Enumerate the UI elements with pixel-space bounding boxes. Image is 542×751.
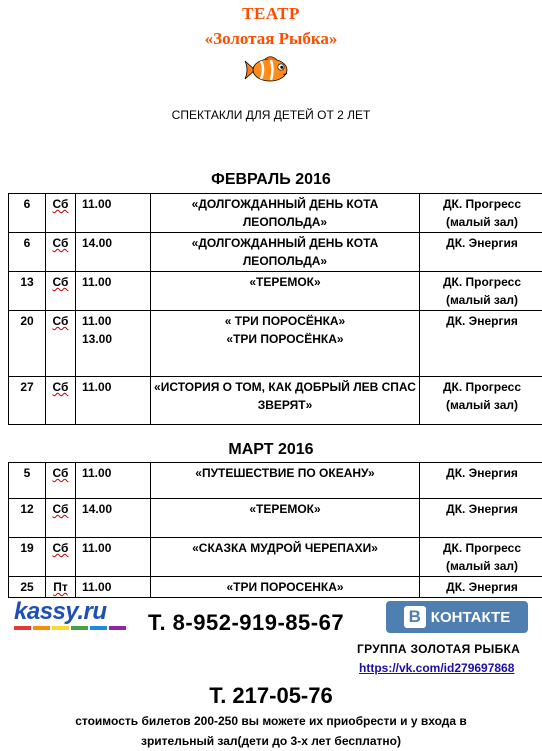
table-row [9, 233, 542, 272]
time-first: 11.00 [82, 312, 148, 330]
weekday-cell: Пт [46, 577, 76, 598]
day-cell: 6 [9, 194, 46, 233]
weekday-cell: Сб [46, 377, 76, 425]
day-cell: 13 [9, 272, 46, 311]
time-cell [76, 311, 151, 377]
day-cell: 25 [9, 577, 46, 598]
time-cell: 11.00 [76, 194, 151, 233]
day-cell: 27 [9, 377, 46, 425]
kassy-logo[interactable] [14, 600, 126, 632]
day-cell: 12 [9, 499, 46, 538]
show-title-cell: «СКАЗКА МУДРОЙ ЧЕРЕПАХИ» [151, 538, 420, 577]
march-heading: МАРТ 2016 [0, 441, 542, 459]
show-title-cell [151, 311, 420, 377]
show-title-cell: «ПУТЕШЕСТВИЕ ПО ОКЕАНУ» [151, 463, 420, 499]
time-cell: 11.00 [76, 538, 151, 577]
table-row [9, 272, 542, 311]
day-cell: 5 [9, 463, 46, 499]
day-cell: 20 [9, 311, 46, 377]
price-note-line-1: стоимость билетов 200-250 вы можете их приобрести и у входа в [0, 711, 542, 731]
day-cell: 6 [9, 233, 46, 272]
ticket-price-note [0, 711, 542, 751]
venue-cell: ДК. Энергия [420, 311, 542, 377]
group-label: ГРУППА ЗОЛОТАЯ РЫБКА [357, 642, 520, 656]
time-cell: 11.00 [76, 272, 151, 311]
vk-group-link[interactable]: https://vk.com/id279697868 [359, 661, 514, 675]
show-title-cell: «ДОЛГОЖДАННЫЙ ДЕНЬ КОТА ЛЕОПОЛЬДА» [151, 233, 420, 272]
show-title-cell: «ТЕРЕМОК» [151, 499, 420, 538]
subtitle: СПЕКТАКЛИ ДЛЯ ДЕТЕЙ ОТ 2 ЛЕТ [0, 108, 542, 122]
weekday-cell: Сб [46, 499, 76, 538]
vk-letter-icon: В [404, 606, 426, 628]
february-table [8, 193, 542, 425]
weekday-cell: Сб [46, 463, 76, 499]
time-cell: 11.00 [76, 463, 151, 499]
venue-cell: ДК. Прогресс (малый зал) [420, 377, 542, 425]
venue-cell: ДК. Прогресс (малый зал) [420, 272, 542, 311]
table-row [9, 499, 542, 538]
time-second: 13.00 [82, 330, 148, 348]
phone-number-mobile: Т. 8-952-919-85-67 [148, 610, 344, 636]
weekday-cell: Сб [46, 233, 76, 272]
phone-number-landline: Т. 217-05-76 [0, 683, 542, 709]
weekday-cell: Сб [46, 194, 76, 233]
show-title-second: «ТРИ ПОРОСЁНКА» [153, 330, 417, 348]
kassy-logo-strip [14, 626, 126, 630]
show-title-cell: «ДОЛГОЖДАННЫЙ ДЕНЬ КОТА ЛЕОПОЛЬДА» [151, 194, 420, 233]
theatre-name: «Золотая Рыбка» [0, 29, 542, 49]
table-row [9, 463, 542, 499]
venue-cell: ДК. Прогресс (малый зал) [420, 194, 542, 233]
price-note-line-2: зрительный зал(дети до 3-х лет бесплатно) [0, 731, 542, 751]
show-title-cell: «ТРИ ПОРОСЕНКА» [151, 577, 420, 598]
show-title-cell: «ИСТОРИЯ О ТОМ, КАК ДОБРЫЙ ЛЕВ СПАС ЗВЕРЯТ» [151, 377, 420, 425]
time-cell: 14.00 [76, 233, 151, 272]
table-row [9, 194, 542, 233]
weekday-cell: Сб [46, 311, 76, 377]
time-cell: 11.00 [76, 577, 151, 598]
venue-cell: ДК. Энергия [420, 463, 542, 499]
theatre-label: ТЕАТР [0, 4, 542, 24]
venue-cell: ДК. Энергия [420, 233, 542, 272]
venue-cell: ДК. Энергия [420, 577, 542, 598]
show-title-cell: «ТЕРЕМОК» [151, 272, 420, 311]
table-row [9, 538, 542, 577]
kassy-logo-text: kassy.ru [14, 600, 126, 624]
table-row [9, 377, 542, 425]
vk-logo-text: КОНТАКТЕ [431, 609, 510, 626]
weekday-cell: Сб [46, 272, 76, 311]
goldfish-icon [243, 55, 291, 85]
time-cell: 14.00 [76, 499, 151, 538]
venue-cell: ДК. Прогресс (малый зал) [420, 538, 542, 577]
venue-cell: ДК. Энергия [420, 499, 542, 538]
february-heading: ФЕВРАЛЬ 2016 [0, 171, 542, 189]
show-title-first: « ТРИ ПОРОСЁНКА» [153, 312, 417, 330]
time-cell: 11.00 [76, 377, 151, 425]
march-table [8, 462, 542, 598]
day-cell: 19 [9, 538, 46, 577]
table-row [9, 311, 542, 377]
vkontakte-logo[interactable] [386, 601, 528, 633]
weekday-cell: Сб [46, 538, 76, 577]
table-row [9, 577, 542, 598]
